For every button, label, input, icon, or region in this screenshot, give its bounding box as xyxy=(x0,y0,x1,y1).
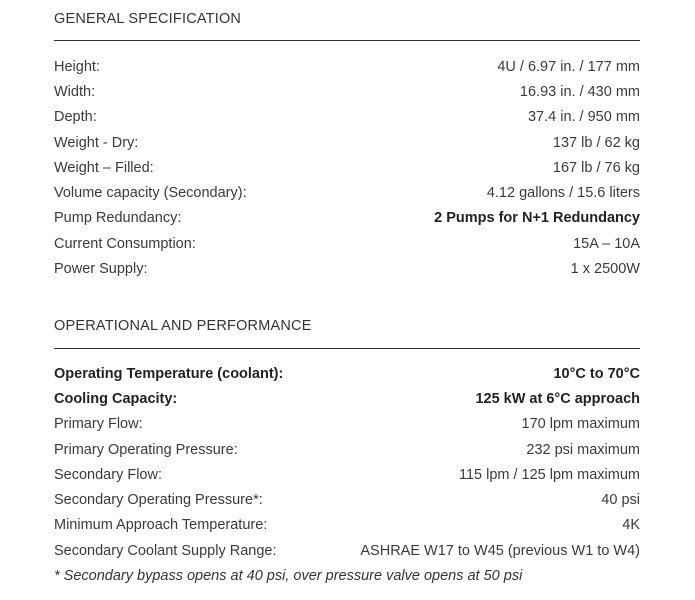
spec-value: 37.4 in. / 950 mm xyxy=(527,109,640,126)
spec-label: Weight - Dry: xyxy=(54,134,139,151)
spec-row-secondary-operating-pressure xyxy=(54,487,640,512)
spec-value: 4K xyxy=(622,517,640,534)
spec-value: ASHRAE W17 to W45 (previous W1 to W4) xyxy=(360,542,640,559)
spec-value: 10°C to 70°C xyxy=(553,365,640,382)
spec-label: Height: xyxy=(54,58,100,75)
spec-value: 4U / 6.97 in. / 177 mm xyxy=(497,58,640,75)
spec-row-volume-capacity xyxy=(54,180,640,205)
spec-label: Secondary Flow: xyxy=(54,466,162,483)
spec-row-secondary-flow xyxy=(54,462,640,487)
spec-row-primary-operating-pressure xyxy=(54,437,640,462)
operational-divider xyxy=(54,348,640,349)
spec-label: Depth: xyxy=(54,109,97,126)
spec-value: 167 lb / 76 kg xyxy=(552,159,640,176)
spec-value: 1 x 2500W xyxy=(570,261,640,278)
spec-row-pump-redundancy xyxy=(54,206,640,231)
spec-value: 4.12 gallons / 15.6 liters xyxy=(486,185,640,202)
spec-row-primary-flow xyxy=(54,412,640,437)
spec-row-weight-dry xyxy=(54,130,640,155)
spec-label: Pump Redundancy: xyxy=(54,210,182,227)
spec-row-power-supply xyxy=(54,256,640,281)
spec-label: Current Consumption: xyxy=(54,235,196,252)
spec-row-cooling-capacity xyxy=(54,386,640,411)
spec-row-minimum-approach-temperature xyxy=(54,513,640,538)
spec-label: Primary Operating Pressure: xyxy=(54,441,238,458)
spec-row-height xyxy=(54,54,640,79)
spec-label: Secondary Coolant Supply Range: xyxy=(54,542,277,559)
spec-value: 16.93 in. / 430 mm xyxy=(519,83,640,100)
spec-label: Minimum Approach Temperature: xyxy=(54,517,268,534)
spec-row-width xyxy=(54,79,640,104)
spec-row-operating-temperature xyxy=(54,361,640,386)
spec-value: 40 psi xyxy=(601,492,640,509)
general-spec-heading: GENERAL SPECIFICATION xyxy=(54,11,242,27)
spec-value: 2 Pumps for N+1 Redundancy xyxy=(434,210,640,227)
spec-value: 125 kW at 6°C approach xyxy=(475,390,640,407)
spec-value: 170 lpm maximum xyxy=(521,416,640,433)
spec-value: 137 lb / 62 kg xyxy=(552,134,640,151)
spec-label: Volume capacity (Secondary): xyxy=(54,185,247,202)
operational-table xyxy=(54,361,640,563)
spec-value: 15A – 10A xyxy=(573,235,640,252)
spec-row-secondary-coolant-supply-range xyxy=(54,538,640,563)
spec-row-depth xyxy=(54,105,640,130)
spec-row-current-consumption xyxy=(54,231,640,256)
general-spec-table xyxy=(54,54,640,282)
spec-label: Secondary Operating Pressure*: xyxy=(54,492,263,509)
spec-label: Cooling Capacity: xyxy=(54,390,178,407)
footnote: * Secondary bypass opens at 40 psi, over pressure valve opens at 50 psi xyxy=(54,568,523,584)
spec-value: 115 lpm / 125 lpm maximum xyxy=(458,466,640,483)
general-spec-divider xyxy=(54,40,640,41)
spec-value: 232 psi maximum xyxy=(526,441,640,458)
spec-label: Weight – Filled: xyxy=(54,159,154,176)
spec-row-weight-filled xyxy=(54,155,640,180)
spec-label: Power Supply: xyxy=(54,261,148,278)
spec-label: Primary Flow: xyxy=(54,416,143,433)
spec-label: Operating Temperature (coolant): xyxy=(54,365,284,382)
operational-heading: OPERATIONAL AND PERFORMANCE xyxy=(54,318,312,334)
spec-label: Width: xyxy=(54,83,96,100)
